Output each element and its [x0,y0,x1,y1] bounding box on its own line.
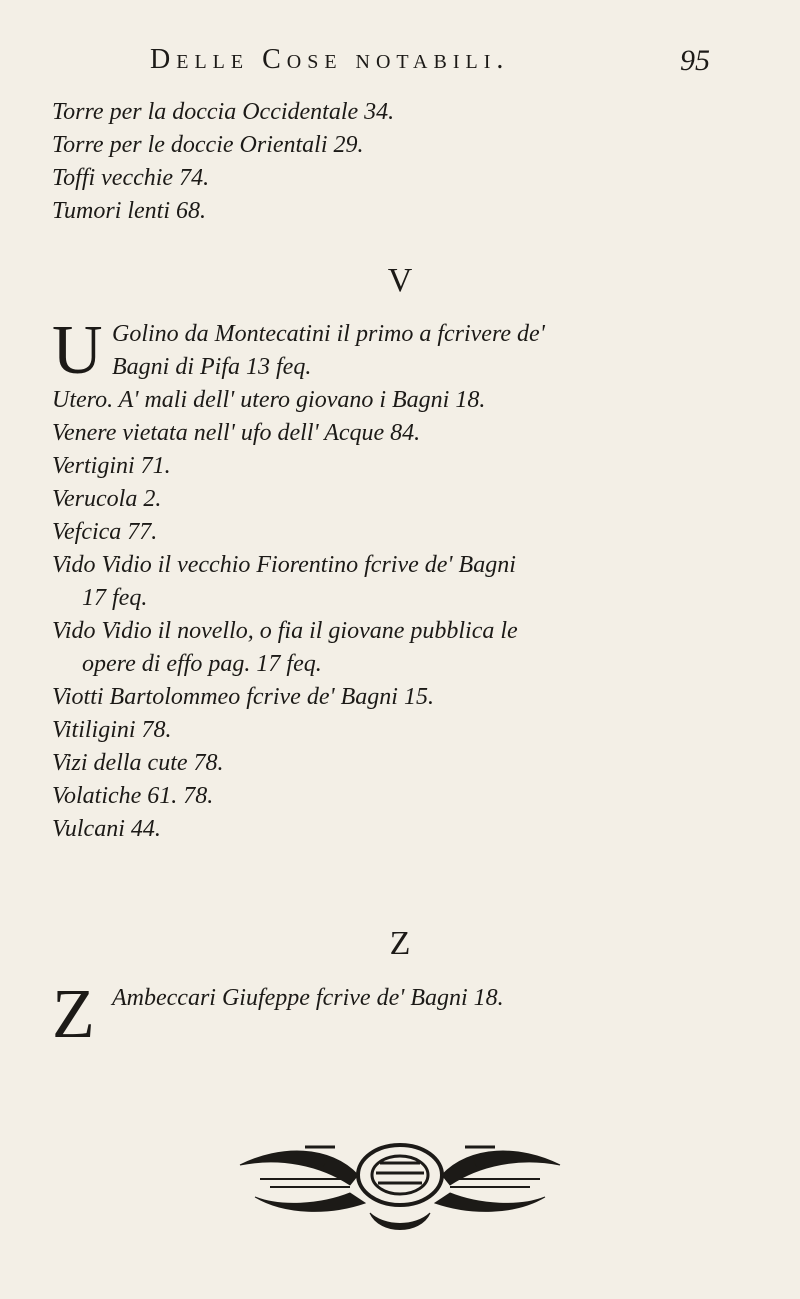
running-head: Delle Cose notabili. [150,44,510,75]
index-entry: Toffi vecchie 74. [52,165,210,191]
index-entry: Vefcica 77. [52,519,158,545]
index-entry: Vulcani 44. [52,816,161,842]
index-entry: Vido Vidio il vecchio Fiorentino fcrive de' Bagni [52,552,516,578]
index-entry-with-initial [52,312,752,389]
index-entry: Venere vietata nell' ufo dell' Acque 84. [52,420,421,446]
index-entry: Volatiche 61. 78. [52,783,214,809]
index-entry: Vertigini 71. [52,453,171,479]
index-entry-line: Golino da Montecatini il primo a fcrivere de' [112,321,545,347]
index-section-v [52,312,752,846]
index-entry-with-initial [52,976,752,1053]
index-section-t [52,96,752,228]
index-entry: Viotti Bartolommeo fcrive de' Bagni 15. [52,684,434,710]
section-letter-v: V [387,262,413,299]
index-entry: Torre per la doccia Occidentale 34. [52,99,395,125]
floral-tailpiece-ornament-icon [200,1135,600,1245]
index-entry-line: Bagni di Pifa 13 feq. [112,354,312,380]
index-entry-line: Ambeccari Giufeppe fcrive de' Bagni 18. [112,985,504,1011]
section-letter-z: Z [389,925,411,962]
index-entry-continuation: 17 feq. [82,585,148,611]
index-entry: Torre per le doccie Orientali 29. [52,132,364,158]
page-header [150,40,710,80]
index-entry: Vitiligini 78. [52,717,172,743]
index-entry: Vido Vidio il novello, o fia il giovane pubblica le [52,618,518,644]
page-number: 95 [680,44,710,77]
index-entry: Verucola 2. [52,486,162,512]
drop-cap-initial: Z [52,976,95,1053]
index-section-z [52,976,752,1053]
index-entry: Utero. A' mali dell' utero giovano i Bagni 18. [52,387,486,413]
drop-cap-initial: U [52,312,103,389]
index-entry-continuation: opere di effo pag. 17 feq. [82,651,322,677]
index-entry: Tumori lenti 68. [52,198,207,224]
index-entry: Vizi della cute 78. [52,750,224,776]
